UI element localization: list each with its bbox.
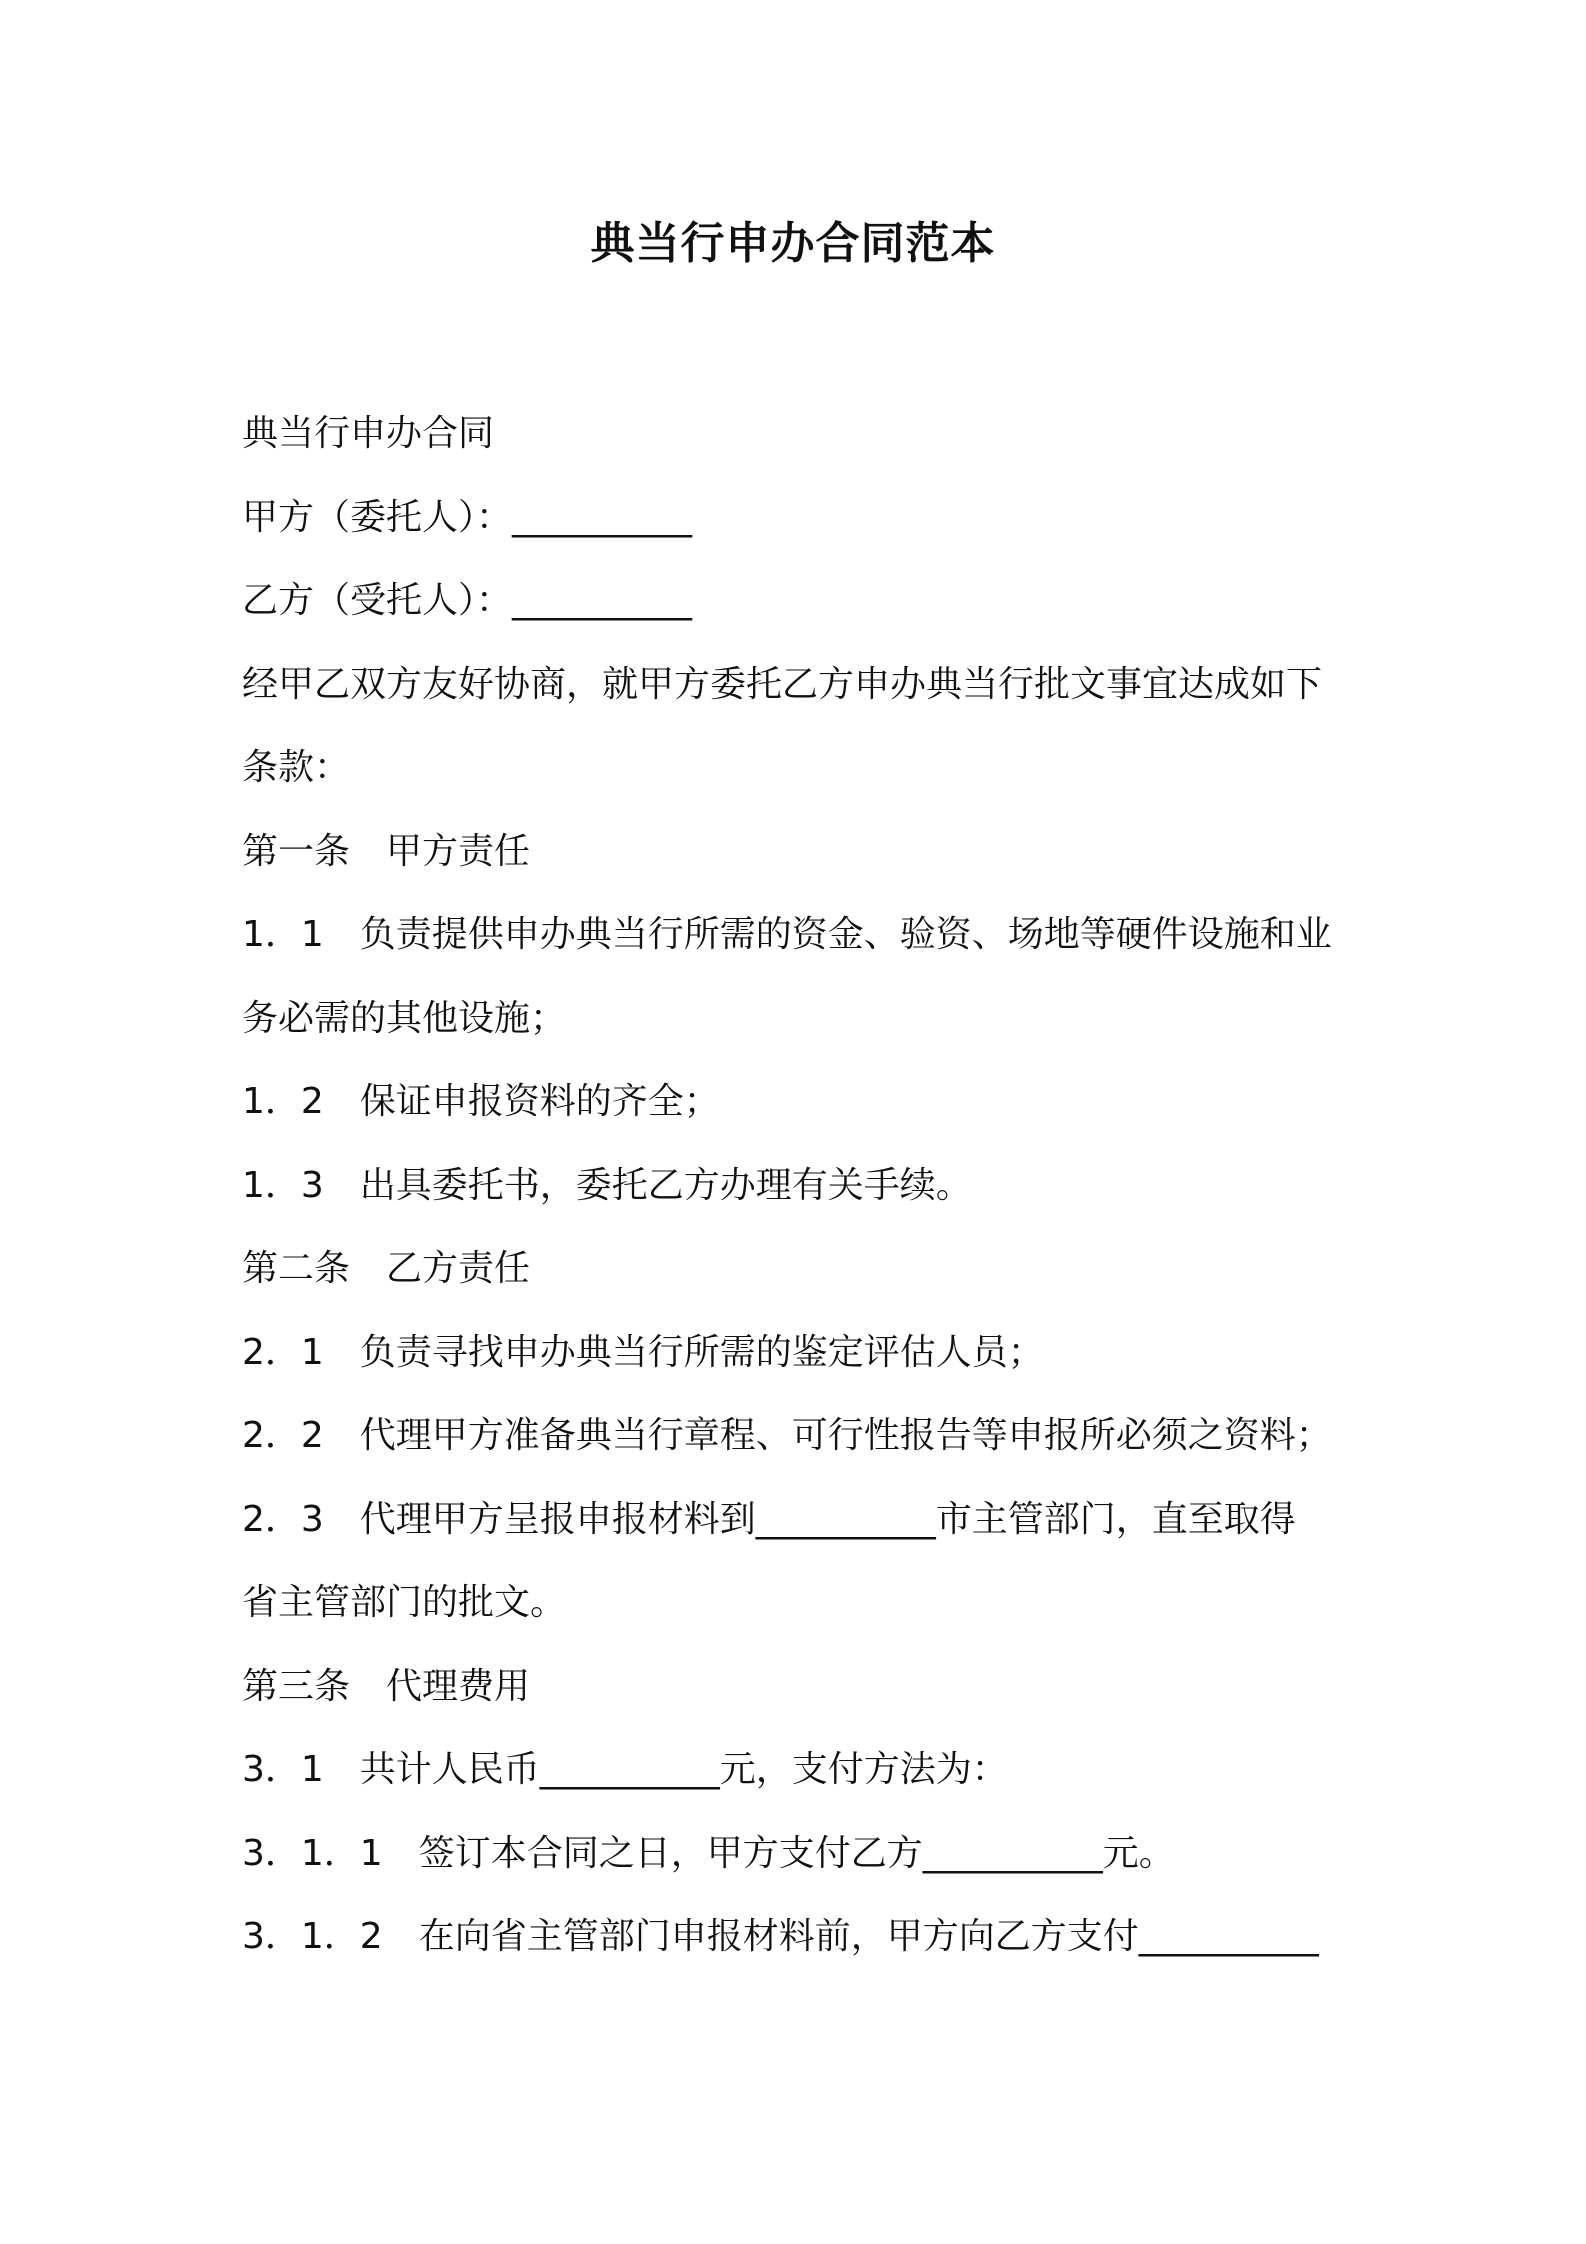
clause-2-3-line-1: 2．3 代理甲方呈报申报材料到__________市主管部门，直至取得	[242, 1498, 1296, 1540]
clause-1-1-line-2: 务必需的其他设施；	[242, 997, 567, 1039]
party-b-line: 乙方（受托人）：__________	[242, 580, 693, 621]
clause-1-1-line-1: 1．1 负责提供申办典当行所需的资金、验资、场地等硬件设施和业	[242, 914, 1332, 955]
clause-2-2: 2．2 代理甲方准备典当行章程、可行性报告等申报所必须之资料；	[242, 1415, 1332, 1456]
preamble-line-2: 条款：	[242, 747, 351, 788]
party-a-line: 甲方（委托人）：__________	[242, 496, 693, 538]
document-title: 典当行申办合同范本	[590, 218, 996, 269]
clause-3-1-1: 3．1．1 签订本合同之日，甲方支付乙方__________元。	[242, 1832, 1175, 1874]
article-2-heading: 第二条 乙方责任	[242, 1248, 531, 1289]
clause-1-3: 1．3 出具委托书，委托乙方办理有关手续。	[242, 1164, 972, 1206]
clause-2-3-line-2: 省主管部门的批文。	[242, 1582, 567, 1623]
clause-1-2: 1．2 保证申报资料的齐全；	[242, 1081, 720, 1122]
clause-3-1: 3．1 共计人民币__________元，支付方法为：	[242, 1749, 1008, 1790]
article-3-heading: 第三条 代理费用	[242, 1665, 531, 1707]
clause-3-1-2: 3．1．2 在向省主管部门申报材料前，甲方向乙方支付__________	[242, 1916, 1319, 1957]
preamble-line-1: 经甲乙双方友好协商，就甲方委托乙方申办典当行批文事宜达成如下	[242, 663, 1323, 705]
contract-heading: 典当行申办合同	[242, 413, 495, 454]
document-body	[242, 404, 1362, 1991]
article-1-heading: 第一条 甲方责任	[242, 830, 531, 872]
clause-2-1: 2．1 负责寻找申办典当行所需的鉴定评估人员；	[242, 1331, 1044, 1373]
